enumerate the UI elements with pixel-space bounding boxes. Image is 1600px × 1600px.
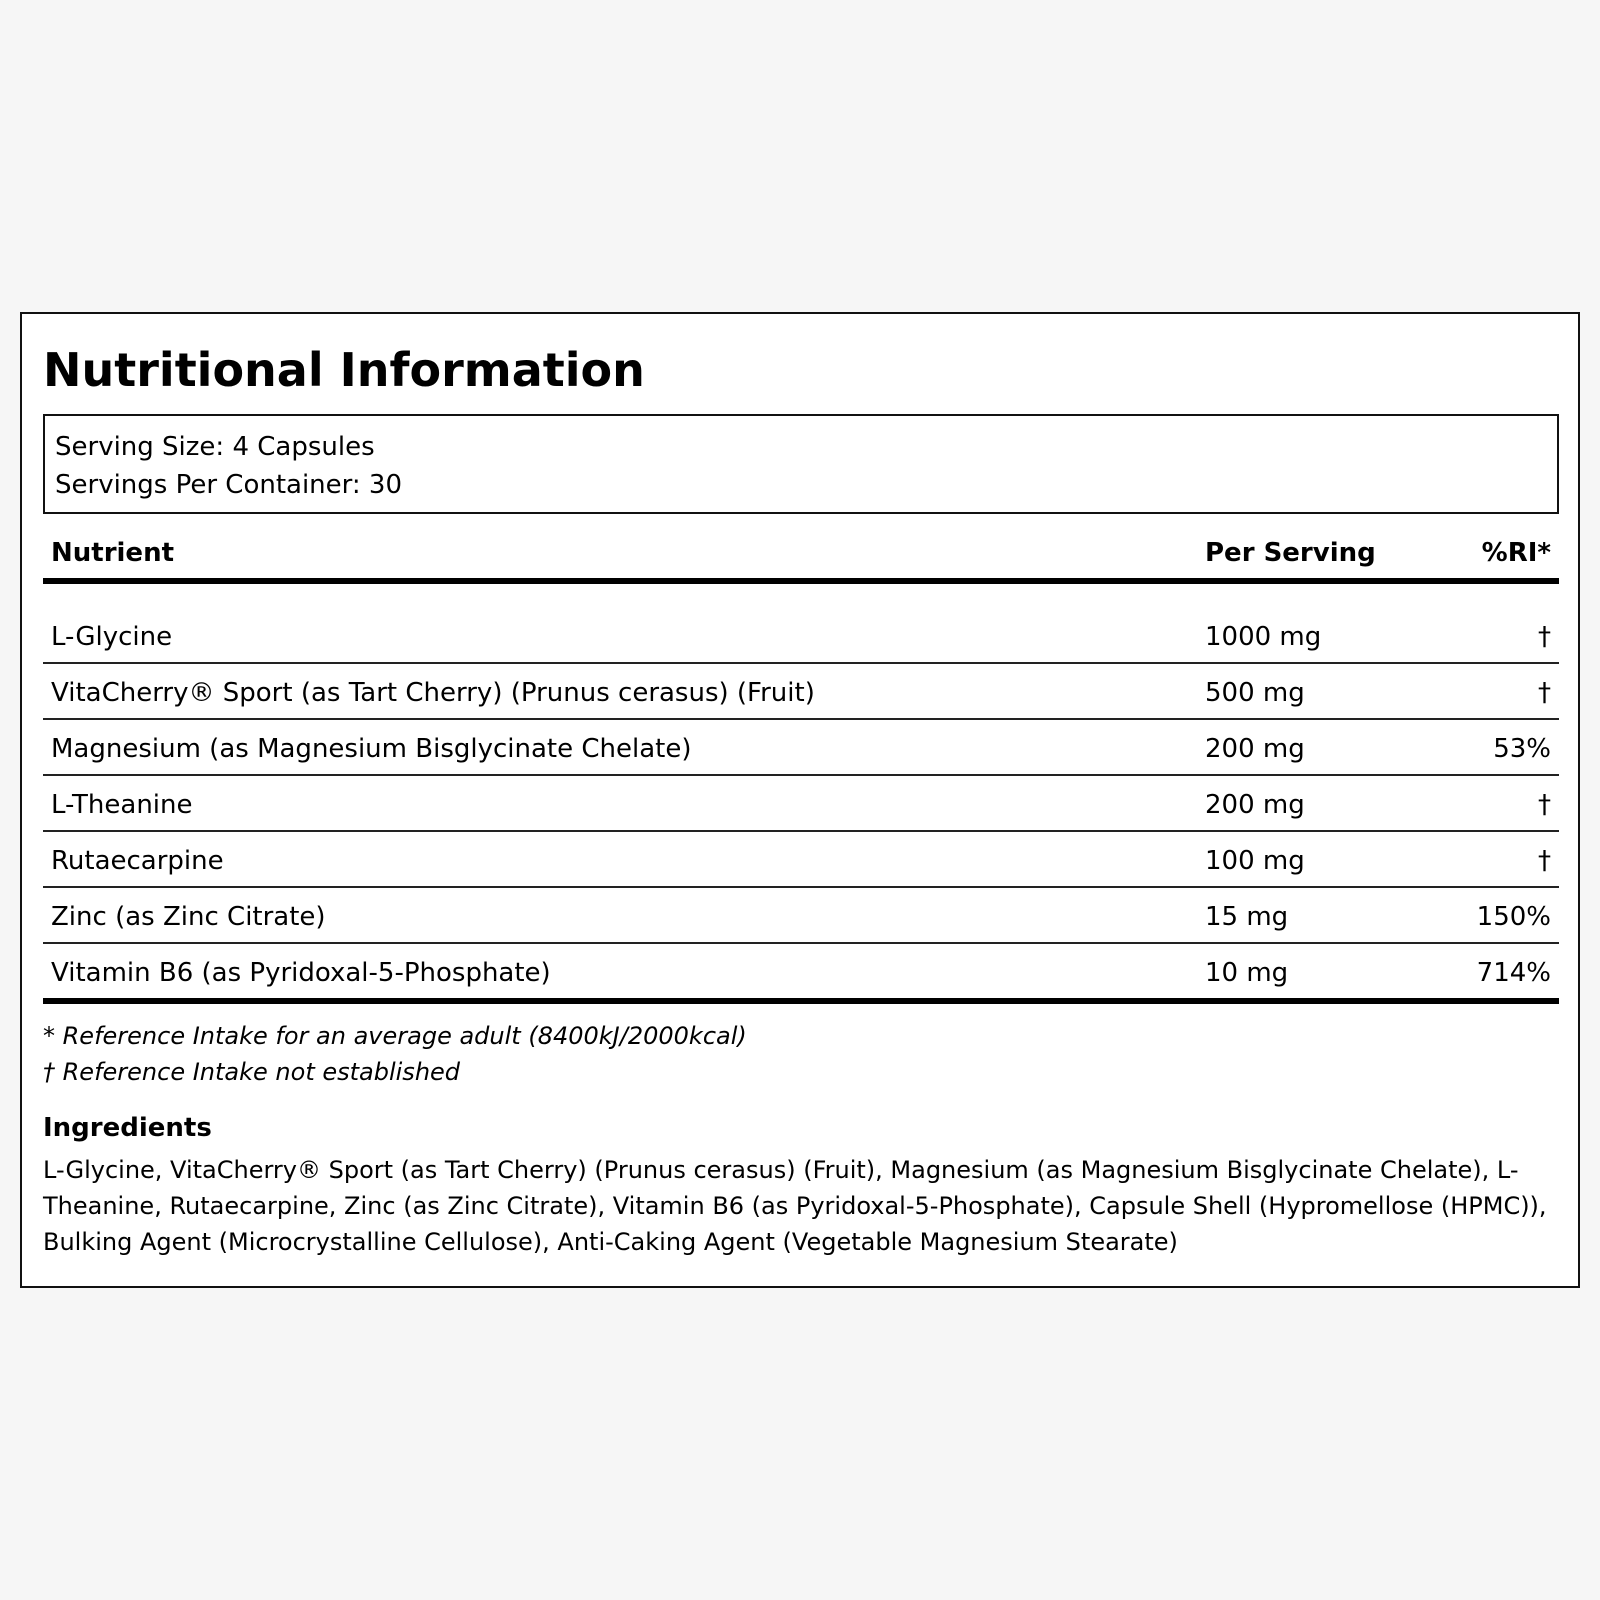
- per-serving-column-header: Per Serving: [1205, 538, 1376, 568]
- ri-value: 53%: [1493, 734, 1551, 764]
- ri-value: †: [1538, 846, 1551, 876]
- per-serving-amount: 10 mg: [1205, 958, 1289, 988]
- table-row: [43, 832, 1559, 888]
- footnotes: [43, 1018, 1559, 1090]
- ingredients-heading: Ingredients: [43, 1113, 212, 1143]
- table-row: [43, 608, 1559, 664]
- ri-value: 150%: [1476, 902, 1551, 932]
- servings-per-container: Servings Per Container: 30: [55, 470, 403, 500]
- nutrient-name: VitaCherry® Sport (as Tart Cherry) (Prunus cerasus) (Fruit): [51, 678, 815, 708]
- nutrient-name: Zinc (as Zinc Citrate): [51, 902, 326, 932]
- nutrient-name: Rutaecarpine: [51, 846, 224, 876]
- ingredients-list: L-Glycine, VitaCherry® Sport (as Tart Cherry) (Prunus cerasus) (Fruit), Magnesium (as Magnesium Bisglycinate Chelate), L-Theanine, Rutaecarpine, Zinc (as Zinc Citrate), Vitamin B6 (as Pyridoxal-5-Phosphate), Capsule Shell (Hypromellose (HPMC)), Bulking Agent (Microcrystalline Cellulose), Anti-Caking Agent (Vegetable Magnesium Stearate): [43, 1156, 1547, 1256]
- table-row: [43, 776, 1559, 832]
- per-serving-amount: 15 mg: [1205, 902, 1289, 932]
- per-serving-amount: 200 mg: [1205, 734, 1305, 764]
- per-serving-amount: 1000 mg: [1205, 622, 1322, 652]
- ri-value: †: [1538, 678, 1551, 708]
- label-title: Nutritional Information: [43, 343, 645, 397]
- nutrient-name: L-Glycine: [51, 622, 173, 652]
- reference-intake-footnote: * Reference Intake for an average adult (8400kJ/2000kcal): [43, 1022, 747, 1050]
- ri-not-established-footnote: † Reference Intake not established: [43, 1058, 461, 1086]
- serving-size: Serving Size: 4 Capsules: [55, 432, 375, 462]
- table-row: [43, 720, 1559, 776]
- nutrient-table-body: [43, 608, 1559, 1004]
- nutrient-name: Magnesium (as Magnesium Bisglycinate Chelate): [51, 734, 692, 764]
- nutrient-table-header: [43, 534, 1559, 584]
- ri-value: †: [1538, 622, 1551, 652]
- nutrient-name: Vitamin B6 (as Pyridoxal-5-Phosphate): [51, 958, 551, 988]
- per-serving-amount: 100 mg: [1205, 846, 1305, 876]
- serving-info-box: [43, 414, 1559, 514]
- ri-column-header: %RI*: [1481, 538, 1551, 568]
- table-row: [43, 944, 1559, 1004]
- nutrient-column-header: Nutrient: [51, 538, 175, 568]
- ri-value: 714%: [1476, 958, 1551, 988]
- nutrient-name: L-Theanine: [51, 790, 193, 820]
- per-serving-amount: 200 mg: [1205, 790, 1305, 820]
- ri-value: †: [1538, 790, 1551, 820]
- table-row: [43, 664, 1559, 720]
- nutrition-label: [20, 312, 1580, 1288]
- per-serving-amount: 500 mg: [1205, 678, 1305, 708]
- table-row: [43, 888, 1559, 944]
